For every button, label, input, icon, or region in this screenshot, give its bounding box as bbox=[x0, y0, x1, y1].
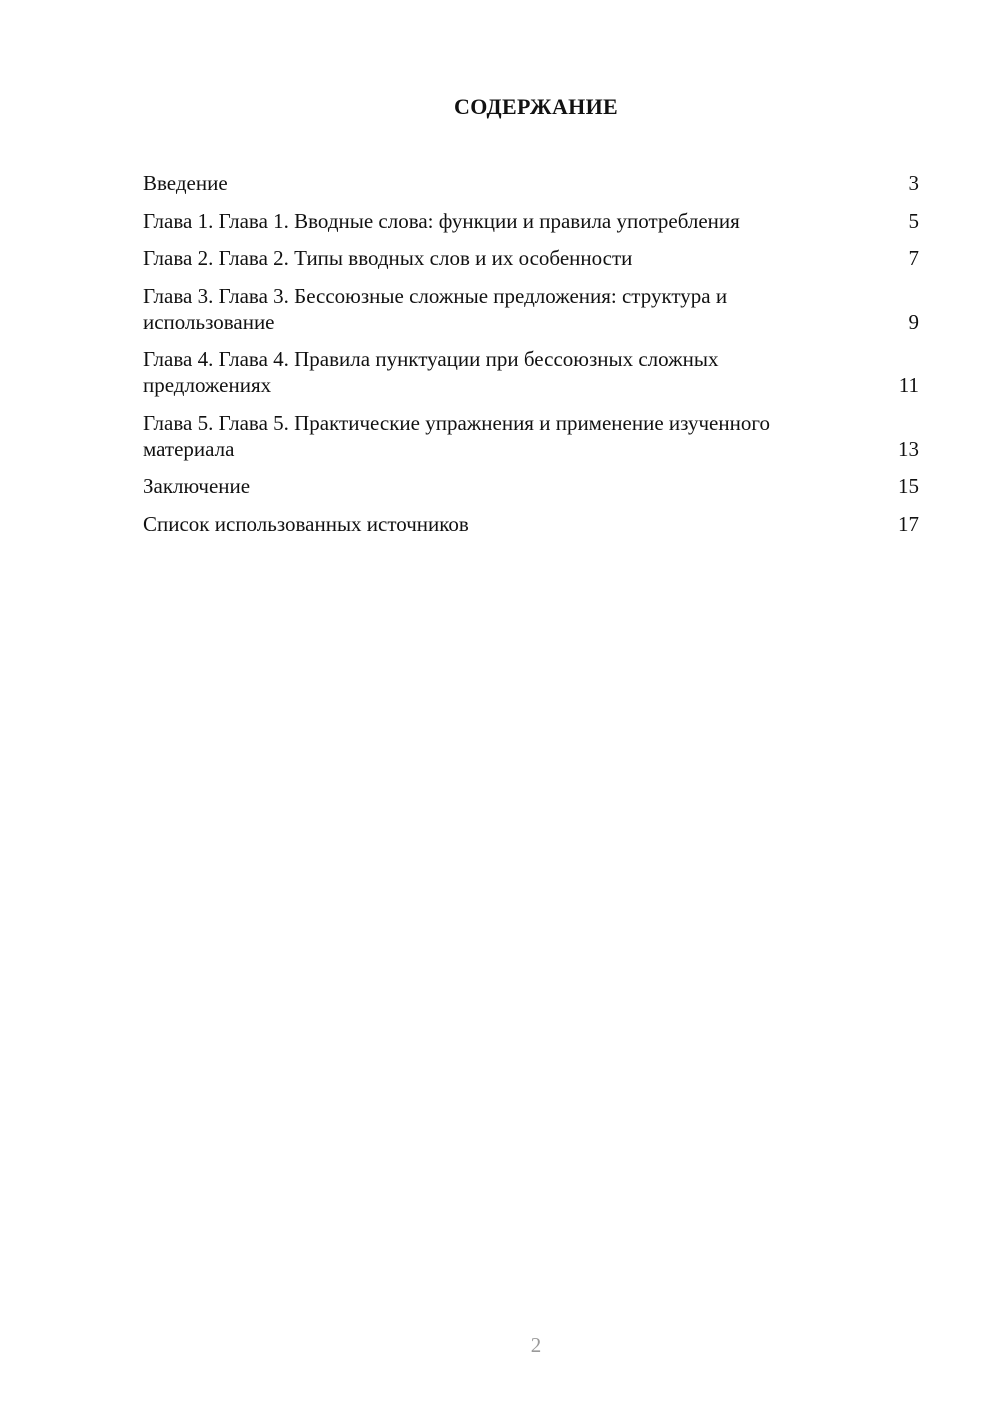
toc-entry-text: Глава 3. Глава 3. Бессоюзные сложные предложения: структура и использование bbox=[143, 283, 728, 334]
toc-entry-text: Глава 2. Глава 2. Типы вводных слов и их особенности bbox=[143, 246, 633, 270]
toc-entry-text: Заключение bbox=[143, 474, 251, 498]
toc-entry-page: 17 bbox=[898, 511, 919, 536]
toc-entry-page: 9 bbox=[908, 309, 919, 334]
toc-entry-page: 13 bbox=[898, 436, 919, 461]
toc-entry-references bbox=[143, 511, 919, 537]
toc-entry-page: 3 bbox=[908, 171, 919, 195]
toc-entry-text: Глава 4. Глава 4. Правила пунктуации при бессоюзных сложных предложениях bbox=[143, 347, 719, 397]
toc-entry-text: Глава 1. Глава 1. Вводные слова: функции и правила употребления bbox=[143, 208, 740, 233]
toc-entry-text: Введение bbox=[143, 171, 228, 195]
toc-title: СОДЕРЖАНИЕ bbox=[454, 94, 618, 119]
toc-entry-introduction bbox=[143, 170, 919, 196]
toc-entry-chapter-2 bbox=[143, 245, 919, 271]
toc-entry-chapter-5 bbox=[143, 410, 919, 462]
toc-entry-page: 7 bbox=[908, 246, 919, 270]
table-of-contents bbox=[143, 170, 919, 548]
toc-entry-chapter-3 bbox=[143, 283, 919, 335]
toc-entry-page: 5 bbox=[908, 208, 919, 233]
toc-entry-chapter-1 bbox=[143, 208, 919, 234]
toc-entry-text: Список использованных источников bbox=[143, 511, 469, 536]
toc-entry-chapter-4 bbox=[143, 346, 919, 398]
toc-entry-text: Глава 5. Глава 5. Практические упражнения и применение изученного материала bbox=[143, 410, 770, 461]
toc-entry-page: 11 bbox=[898, 373, 919, 397]
toc-entry-conclusion bbox=[143, 473, 919, 499]
page-number: 2 bbox=[530, 1333, 542, 1357]
toc-entry-page: 15 bbox=[898, 474, 919, 498]
